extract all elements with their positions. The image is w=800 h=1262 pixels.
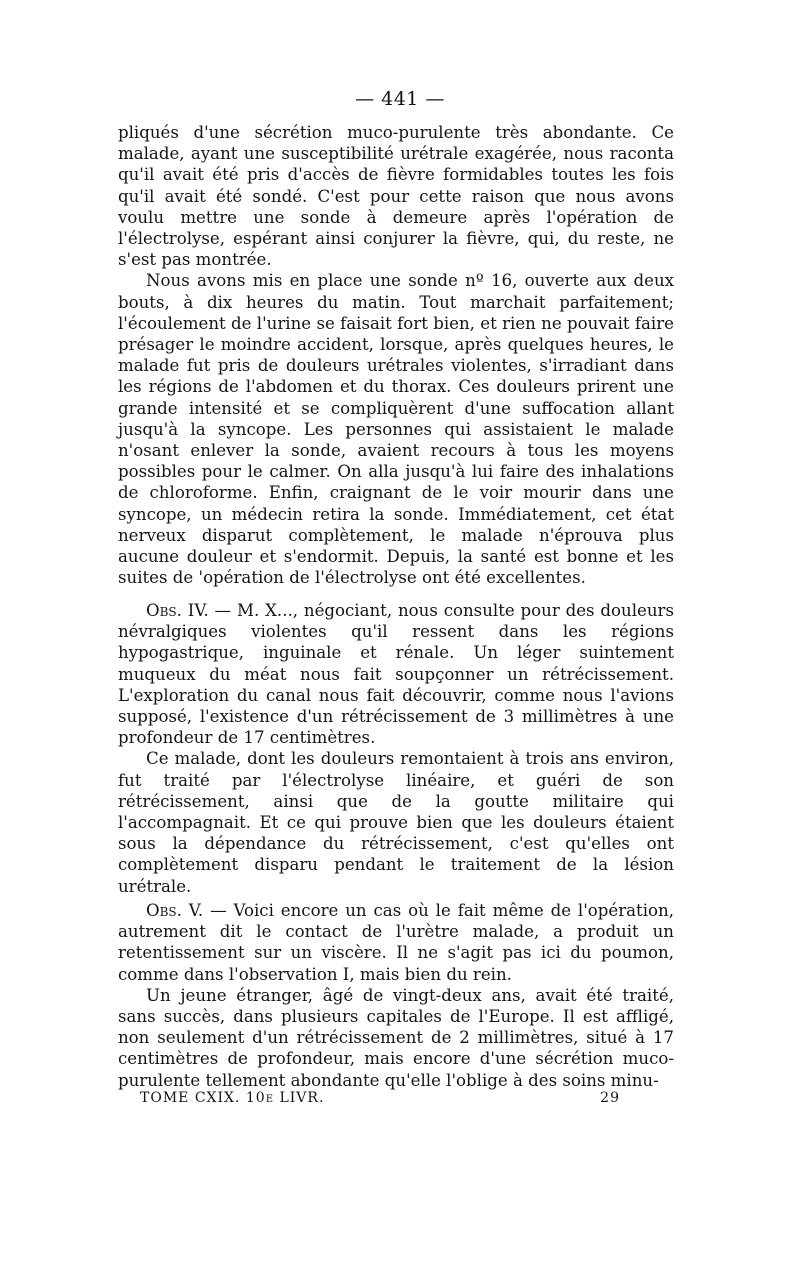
observation-iv <box>118 600 674 897</box>
observation-v <box>118 900 674 1091</box>
observation-iv-outcome: Ce malade, dont les douleurs remontaient à trois ans environ, fut traité par l'électrolyse linéaire, et guéri de son rétrécissement, ainsi que de la goutte militaire qui l'accompagnait. Et ce qui prouve bien que les douleurs étaient sous la dépendance du rétrécissement, c'est qu'elles ont complètement disparu pendant le traitement de la lésion urétrale. <box>118 749 674 896</box>
observation-v-text: — Voici encore un cas où le fait même de l'opération, autrement dit le contact de l'urètre malade, a produit un retentissement sur un viscère. Il ne s'agit pas ici du poumon, comme dans l'observation I, mais bien du rein. <box>118 901 674 984</box>
paragraph-continuation: pliqués d'une sécrétion muco-purulente très abondante. Ce malade, ayant une susceptibilité urétrale exagérée, nous raconta qu'il avait été pris d'accès de fièvre formidables toutes les fois qu'il avait été sondé. C'est pour cette raison que nous avons voulu mettre une sonde à demeure après l'opération de l'électrolyse, espérant ainsi conjurer la fièvre, qui, du reste, ne s'est pas montrée. <box>118 123 674 270</box>
page-footer <box>140 1090 620 1106</box>
observation-iv-label: Obs. IV. <box>146 601 209 620</box>
signature-mark: 29 <box>600 1090 620 1106</box>
paragraph-sonde-account: Nous avons mis en place une sonde nº 16, ouverte aux deux bouts, à dix heures du matin. Tout marchait parfaitement; l'écoulement de l'urine se faisait fort bien, et rien ne pouvait faire présager le moindre accident, lorsque, après quelques heures, le malade fut pris de douleurs urétrales violentes, s'irradiant dans les régions de l'abdomen et du thorax. Ces douleurs prirent une grande intensité et se compliquèrent d'une suffocation allant jusqu'à la syncope. Les personnes qui assistaient le malade n'osant enlever la sonde, avaient recours à tous les moyens possibles pour le calmer. On alla jusqu'à lui faire des inhalations de chloroforme. Enfin, craignant de le voir mourir dans une syncope, un médecin retira la sonde. Immédiatement, cet état nerveux disparut complètement, le malade n'éprouva plus aucune douleur et s'endormit. Depuis, la santé est bonne et les suites de 'opération de l'électrolyse ont été excellentes. <box>118 271 674 588</box>
page-number: — 441 — <box>355 88 445 110</box>
observation-iv-intro <box>118 600 674 748</box>
volume-reference: TOME CXIX. 10e LIVR. <box>140 1090 325 1106</box>
observation-v-intro <box>118 900 674 985</box>
observation-v-case: Un jeune étranger, âgé de vingt-deux ans, avait été traité, sans succès, dans plusieurs capitales de l'Europe. Il est affligé, non seulement d'un rétrécissement de 2 millimètres, situé à 17 centimètres de profondeur, mais encore d'une sécrétion muco-purulente tellement abondante qu'elle l'oblige à des soins minu- <box>118 985 674 1090</box>
section-continuation <box>118 122 674 588</box>
observation-iv-text: — M. X..., négociant, nous consulte pour des douleurs névralgiques violentes qu'il ressent dans les régions hypogastrique, inguinale et rénale. Un léger suintement muqueux du méat nous fait soupçonner un rétrécissement. L'exploration du canal nous fait découvrir, comme nous l'avions supposé, l'existence d'un rétrécissement de 3 millimètres à une profondeur de 17 centimètres. <box>118 601 674 748</box>
observation-v-label: Obs. V. <box>146 901 204 920</box>
